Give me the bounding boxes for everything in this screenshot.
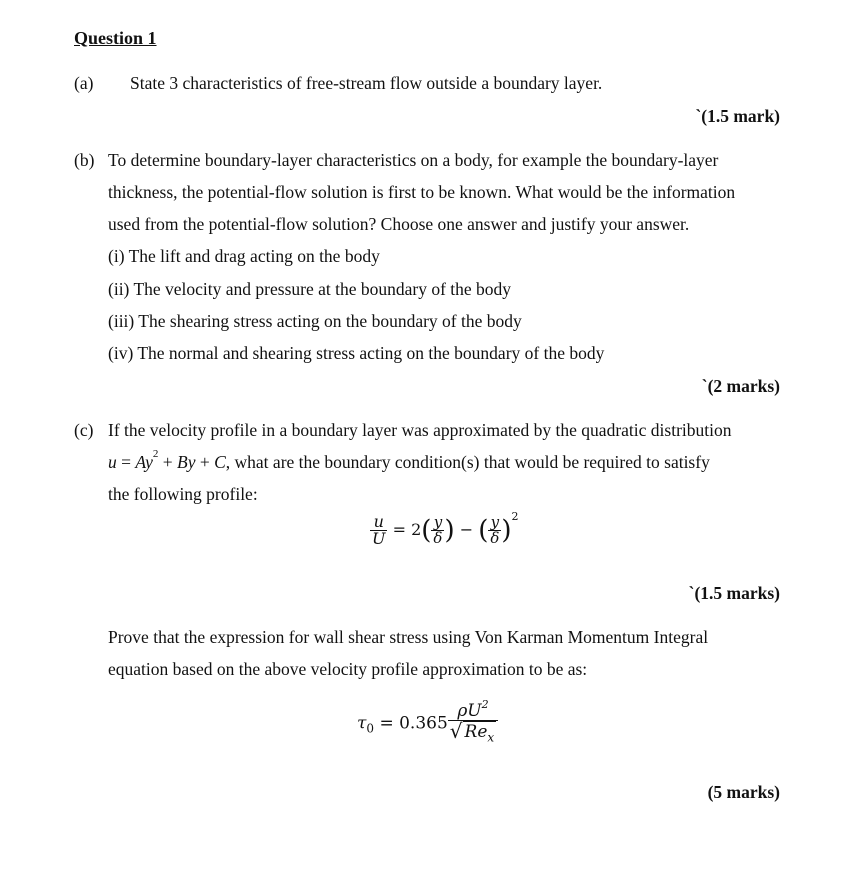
part-b-line-1: To determine boundary-layer characteristics on a body, for example the boundary-layer (108, 150, 719, 170)
dist-u: u (108, 452, 117, 472)
part-b-option-ii: (ii) The velocity and pressure at the boundary of the body (108, 279, 512, 299)
dist-plus-2: + (195, 452, 215, 472)
dist-c: C (214, 452, 226, 472)
part-a-label: (a) (74, 73, 94, 93)
part-c-marks-2: (5 marks) (707, 782, 780, 802)
y-over-delta-2: $\frac{y}{\delta}$ (490, 513, 500, 547)
dist-b: By (177, 452, 196, 472)
part-c-line-1: If the velocity profile in a boundary layer was approximated by the quadratic distribution (108, 420, 732, 440)
part-c-line-2 (108, 448, 710, 473)
part-b-label: (b) (74, 150, 95, 170)
part-c-label: (c) (74, 420, 94, 440)
y-over-delta-1: $\frac{y}{\delta}$ (433, 513, 443, 547)
dist-plus-1: + (158, 452, 177, 472)
part-b-option-iii: (iii) The shearing stress acting on the boundary of the body (108, 311, 522, 331)
part-c-line-2-suffix: , what are the boundary condition(s) that would be required to satisfy (225, 452, 710, 472)
prove-line-2: equation based on the above velocity profile approximation to be as: (108, 659, 588, 679)
velocity-profile-equation: $\frac{u}{U}$ = 2( $\frac{y}{\delta}$ ) − ( $\frac{y}{\delta}$ )$^2$ (372, 510, 519, 548)
wall-shear-equation: $\tau_0 = 0.365$ $\rho U^2$ √ $Re_x$ (357, 703, 498, 745)
part-b-line-3: used from the potential-flow solution? Choose one answer and justify your answer. (108, 214, 690, 234)
u-over-U: $\frac{u}{U}$ (372, 512, 386, 548)
part-c-line-3: the following profile: (108, 484, 258, 504)
dist-square: 2 (152, 448, 159, 460)
shear-fraction: $\rho U^2$ √ $Re_x$ (448, 703, 498, 745)
dist-a: Ay (135, 452, 153, 472)
prove-line-1: Prove that the expression for wall shear stress using Von Karman Momentum Integral (108, 627, 709, 647)
part-b-marks: `(2 marks) (701, 376, 780, 396)
part-a-marks: `(1.5 mark) (695, 106, 780, 126)
part-c-marks-1: `(1.5 marks) (688, 583, 780, 603)
question-title: Question 1 (74, 28, 157, 48)
part-b-option-iv: (iv) The normal and shearing stress acting on the boundary of the body (108, 343, 605, 363)
dist-eq: = (116, 452, 136, 472)
part-a-text: State 3 characteristics of free-stream flow outside a boundary layer. (130, 73, 603, 93)
part-b-option-i: (i) The lift and drag acting on the body (108, 246, 380, 266)
part-b-line-2: thickness, the potential-flow solution is first to be known. What would be the information (108, 182, 736, 202)
